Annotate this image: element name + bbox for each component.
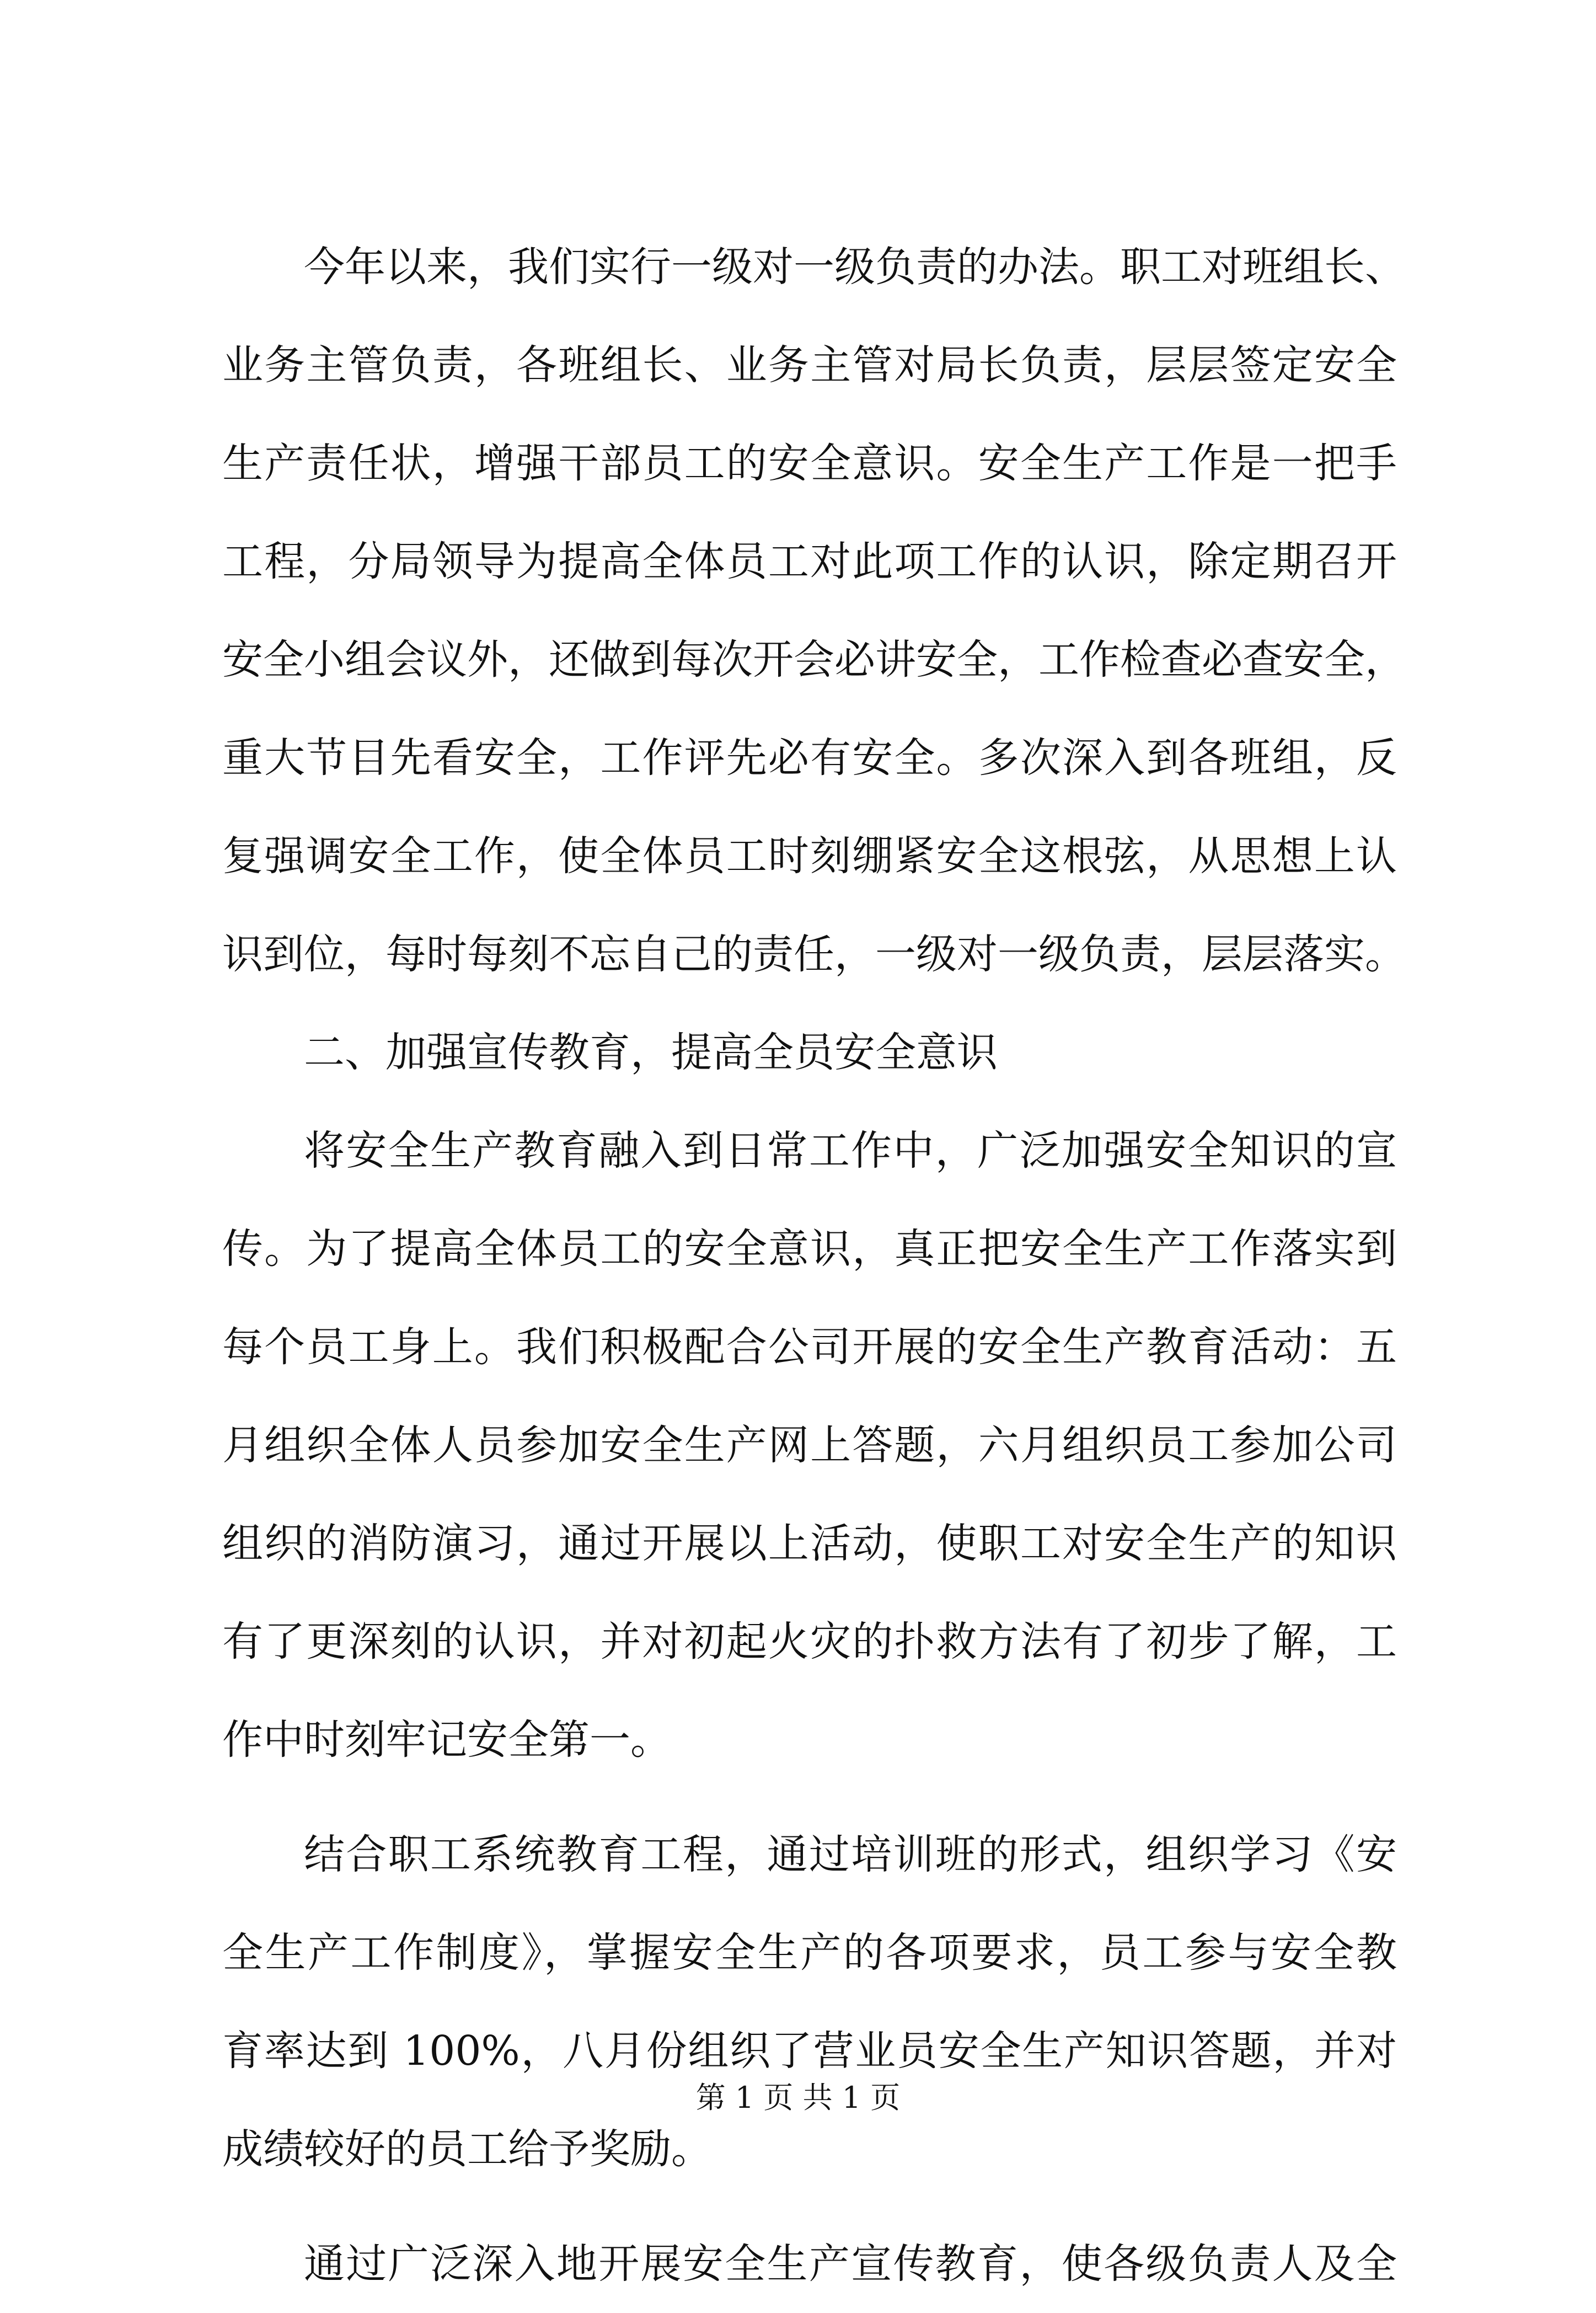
paragraph-line: 识到位，每时每刻不忘自己的责任，一级对一级负责，层层落实。 [222,931,1406,978]
paragraph-line: 成绩较好的员工给予奖励。 [222,2125,712,2173]
section-heading [222,1003,1397,1102]
document-body [222,218,1406,2313]
paragraph-line: 每个员工身上。我们积极配合公司开展的安全生产教育活动：五 [222,1323,1397,1371]
paragraph-gap [222,1789,1397,1805]
paragraph-line: 传。为了提高全体员工的安全意识，真正把安全生产工作落实到 [222,1225,1397,1273]
paragraph-conclusion [222,2215,1397,2313]
paragraph-line: 结合职工系统教育工程，通过培训班的形式，组织学习《安 [304,1831,1397,1878]
paragraph-line: 月组织全体人员参加安全生产网上答题，六月组织员工参加公司 [222,1422,1397,1469]
paragraph-line: 安全小组会议外，还做到每次开会必讲安全，工作检查必查安全， [222,636,1406,683]
paragraph-line: 通过广泛深入地开展安全生产宣传教育，使各级负责人及全 [304,2240,1397,2288]
paragraph-line: 今年以来，我们实行一级对一级负责的办法。职工对班组长、 [304,243,1406,291]
paragraph-training [222,1805,1397,2198]
paragraph-line: 将安全生产教育融入到日常工作中，广泛加强安全知识的宣 [304,1127,1397,1174]
paragraph-responsibility [222,218,1406,1003]
paragraph-line: 生产责任状，增强干部员工的安全意识。安全生产工作是一把手 [222,440,1397,487]
paragraph-line: 有了更深刻的认识，并对初起火灾的扑救方法有了初步了解，工 [222,1618,1397,1665]
paragraph-line: 重大节目先看安全，工作评先必有安全。多次深入到各班组，反 [222,734,1397,782]
paragraph-line: 作中时刻牢记安全第一。 [222,1716,671,1764]
paragraph-line: 育率达到 100%，八月份组织了营业员安全生产知识答题，并对 [222,2027,1397,2075]
paragraph-education [222,1102,1397,1789]
page-footer: 第 1 页 共 1 页 [695,2080,901,2115]
paragraph-line: 组织的消防演习，通过开展以上活动，使职工对安全生产的知识 [222,1520,1397,1567]
paragraph-line: 业务主管负责，各班组长、业务主管对局长负责，层层签定安全 [222,341,1397,389]
section-heading-text: 二、加强宣传教育，提高全员安全意识 [304,1029,998,1076]
paragraph-line: 工程，分局领导为提高全体员工对此项工作的认识，除定期召开 [222,538,1397,585]
paragraph-gap [222,2198,1397,2215]
paragraph-line: 全生产工作制度》，掌握安全生产的各项要求，员工参与安全教 [222,1929,1397,1977]
paragraph-line: 复强调安全工作，使全体员工时刻绷紧安全这根弦，从思想上认 [222,832,1397,880]
